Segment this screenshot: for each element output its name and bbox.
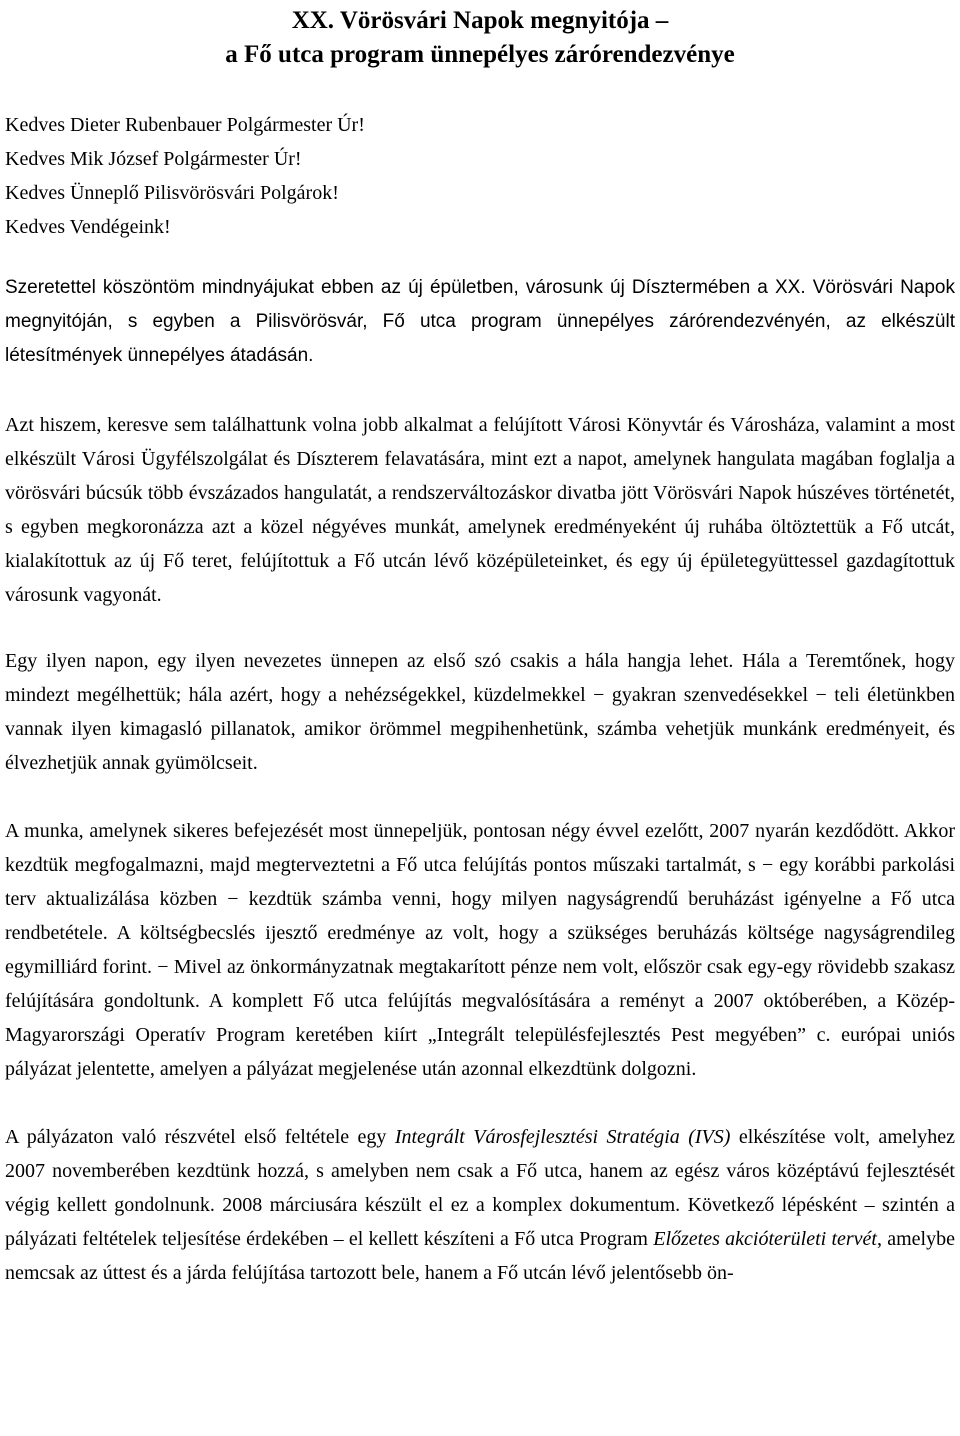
body-paragraph-1: Azt hiszem, keresve sem találhattunk volna jobb alkalmat a felújított Városi Könyvtár és Városháza, valamint a most elkészült Városi Ügyfélszolgálat és Díszterem felavatására, mint ezt a napot, amelynek hangulata magában foglalja a vörösvári búcsúk több évszázados hangulatát, a rendszerváltozáskor divatba jött Vörösvári Napok húszéves történetét, s egyben megkoronázza azt a közel négyéves munkát, amelynek eredményeként új ruhába öltöztettük a Fő utcát, kialakítottuk az új Fő teret, felújítottuk a Fő utcán lévő középületeinket, és egy új épületegyüttessel gazdagítottuk városunk vagyonát. xyxy=(5,414,955,606)
greeting-line: Kedves Mik József Polgármester Úr! xyxy=(5,148,302,170)
para4-text: A pályázaton való részvétel első feltétele egy xyxy=(5,1126,395,1148)
greetings-block xyxy=(5,108,955,244)
greeting-line: Kedves Vendégeink! xyxy=(5,216,171,238)
greeting-line: Kedves Ünneplő Pilisvörösvári Polgárok! xyxy=(5,182,339,204)
title-line-1: XX. Vörösvári Napok megnyitója – xyxy=(291,7,669,34)
document-page xyxy=(5,0,955,1310)
para4-text: , amelybe nemcsak az úttest és a járda felújítása tartozott bele, hanem a Fő utcán lévő jelentősebb ön- xyxy=(5,1228,955,1284)
body-paragraph-2: Egy ilyen napon, egy ilyen nevezetes ünnepen az első szó csakis a hála hangja lehet. Hála a Teremtőnek, hogy mindezt megélhettük; hála azért, hogy a nehézségekkel, küzdelmekkel − gyakran szenvedésekkel − teli életünkben vannak ilyen kimagasló pillanatok, amikor örömmel megpihenhetünk, számba vehetjük munkánk eredményeit, és élvezhetjük annak gyümölcseit. xyxy=(5,650,955,774)
body-paragraph-3: A munka, amelynek sikeres befejezését most ünnepeljük, pontosan négy évvel ezelőtt, 2007 nyarán kezdődött. Akkor kezdtük megfogalmazni, majd megterveztetni a Fő utca felújítás pontos műszaki tartalmát, s − egy korábbi parkolási terv aktualizálása közben − kezdtük számba venni, hogy milyen nagyságrendű beruházást igényelne a Fő utca rendbetétele. A költségbecslés ijesztő eredménye az volt, hogy a szükséges beruházás költsége nagyságrendileg egymilliárd forint. − Mivel az önkormányzatnak megtakarított pénze nem volt, először csak egy-egy rövidebb szakasz felújítására gondoltunk. A komplett Fő utca felújítás megvalósítására a reményt a 2007 októberében, a Közép-Magyarországi Operatív Program keretében kiírt „Integrált településfejlesztés Pest megyében” c. európai uniós pályázat jelentette, amelyen a pályázat megjelenése után azonnal elkezdtünk dolgozni. xyxy=(5,820,955,1080)
intro-paragraph: Szeretettel köszöntöm mindnyájukat ebben az új épületben, városunk új Dísztermében a XX. Vörösvári Napok megnyitóján, s egyben a Pilisvörösvár, Fő utca program ünnepélyes zárórendezvényén, az elkészült létesítmények ünnepélyes átadásán. xyxy=(5,277,955,366)
page-title xyxy=(5,0,955,72)
para4-text: elkészítése volt, amelyhez 2007 novemberében kezdtünk hozzá, s amelyben nem csak a Fő utca, hanem az egész város középtávú fejlesztését végig kellett gondolnunk. 2008 márciusára készült el ez a komplex dokumentum. Következő lépésként – szintén a pályázati feltételek teljesítése érdekében – el kellett készíteni a Fő utca Program xyxy=(5,1126,955,1250)
action-plan-italic-term: Előzetes akcióterületi tervét xyxy=(653,1228,877,1250)
title-line-2: a Fő utca program ünnepélyes zárórendezvénye xyxy=(225,41,735,68)
body-paragraph-4 xyxy=(5,1120,955,1290)
ivs-italic-term: Integrált Városfejlesztési Stratégia (IVS) xyxy=(394,1126,731,1148)
greeting-line: Kedves Dieter Rubenbauer Polgármester Úr! xyxy=(5,114,365,136)
